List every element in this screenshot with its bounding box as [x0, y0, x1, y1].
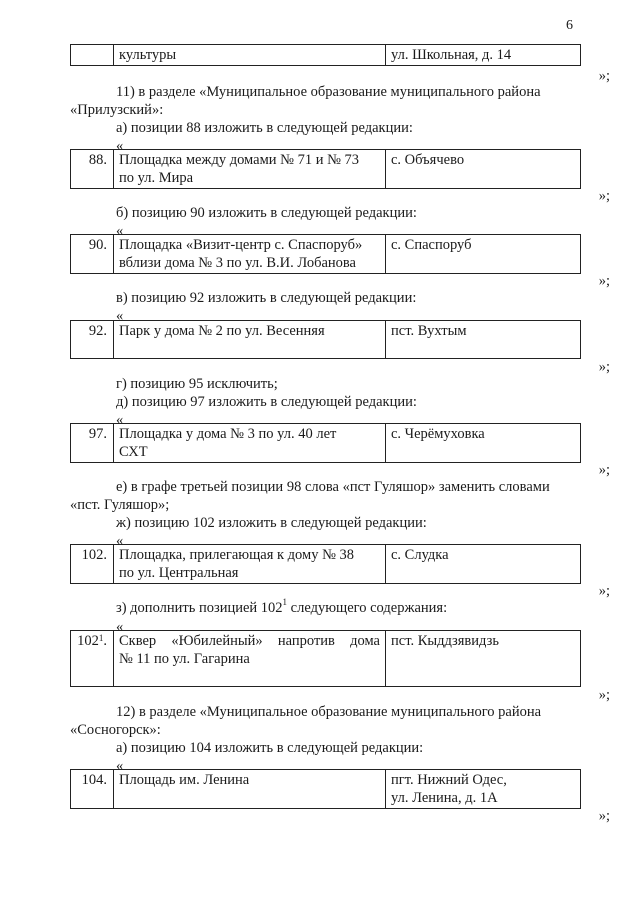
cell-name: Площадка, прилегающая к дому № 38 по ул. Центральная: [114, 545, 386, 584]
cell-address: пст. Кыддзявидзь: [386, 631, 581, 687]
cell-empty: [71, 45, 114, 66]
close-quote: »;: [598, 808, 610, 824]
close-quote: »;: [598, 68, 610, 84]
cell-number: 104.: [71, 770, 114, 809]
section11-heading-line1: 11) в разделе «Муниципальное образование муниципального района: [116, 84, 541, 100]
open-quote: «: [116, 758, 124, 774]
cell-number: $102^1$.: [71, 631, 114, 687]
item-b-text: б) позицию 90 изложить в следующей редакции:: [116, 205, 417, 221]
table-90: [70, 234, 581, 274]
cell-number: 90.: [71, 235, 114, 274]
open-quote: «: [116, 223, 124, 239]
section12-heading-line1: 12) в разделе «Муниципальное образование муниципального района: [116, 704, 542, 720]
cell-number: 97.: [71, 424, 114, 463]
table-88: [70, 149, 581, 189]
open-quote: «: [116, 533, 124, 549]
cell-address: пст. Вухтым: [386, 321, 581, 359]
item-e-line2: «пст. Гуляшор»;: [70, 497, 170, 513]
section11-heading-line2: «Прилузский»:: [70, 102, 164, 118]
cell-name: Площадка между домами № 71 и № 73 по ул. Мира: [114, 150, 386, 189]
cell-name: Парк у дома № 2 по ул. Весенняя: [114, 321, 386, 359]
close-quote: »;: [598, 462, 610, 478]
open-quote: «: [116, 619, 124, 635]
item-zh-text: ж) позицию 102 изложить в следующей редакции:: [116, 515, 427, 531]
cell-address: с. Черёмуховка: [386, 424, 581, 463]
item-a-text: а) позиции 88 изложить в следующей редакции:: [116, 120, 413, 136]
page-number: 6: [566, 18, 573, 33]
table-97: [70, 423, 581, 463]
table-92: [70, 320, 581, 359]
close-quote: »;: [598, 583, 610, 599]
cell-name: Сквер «Юбилейный» напротив дома № 11 по ул. Гагарина: [114, 631, 386, 687]
close-quote: »;: [598, 188, 610, 204]
cell-address: с. Спаспоруб: [386, 235, 581, 274]
cell-address: ул. Школьная, д. 14: [386, 45, 581, 66]
item-z-text: з) дополнить позицией $102^1$ следующего содержания:: [116, 597, 448, 616]
table-102: [70, 544, 581, 584]
section12-item-a-text: а) позицию 104 изложить в следующей редакции:: [116, 740, 424, 756]
close-quote: »;: [598, 687, 610, 703]
open-quote: «: [116, 412, 124, 428]
cell-address: пгт. Нижний Одес, ул. Ленина, д. 1А: [386, 770, 581, 809]
item-e-line1: е) в графе третьей позиции 98 слова «пст Гуляшор» заменить словами: [116, 479, 550, 495]
cell-name: культуры: [114, 45, 386, 66]
cell-name: Площадка «Визит-центр с. Спаспоруб» вблизи дома № 3 по ул. В.И. Лобанова: [114, 235, 386, 274]
cell-number: 92.: [71, 321, 114, 359]
item-d-text: д) позицию 97 изложить в следующей редакции:: [116, 394, 417, 410]
cell-address: с. Слудка: [386, 545, 581, 584]
item-v-text: в) позицию 92 изложить в следующей редакции:: [116, 290, 417, 306]
cell-name: Площадка у дома № 3 по ул. 40 лет СХТ: [114, 424, 386, 463]
cell-address: с. Объячево: [386, 150, 581, 189]
table-104: [70, 769, 581, 809]
open-quote: «: [116, 308, 124, 324]
item-g-text: г) позицию 95 исключить;: [116, 376, 278, 392]
cell-number: 102.: [71, 545, 114, 584]
table-102-1: [70, 630, 581, 687]
cell-name: Площадь им. Ленина: [114, 770, 386, 809]
section12-heading-line2: «Сосногорск»:: [70, 722, 161, 738]
close-quote: »;: [598, 359, 610, 375]
close-quote: »;: [598, 273, 610, 289]
table-top-row: [70, 44, 581, 66]
cell-number: 88.: [71, 150, 114, 189]
open-quote: «: [116, 138, 124, 154]
